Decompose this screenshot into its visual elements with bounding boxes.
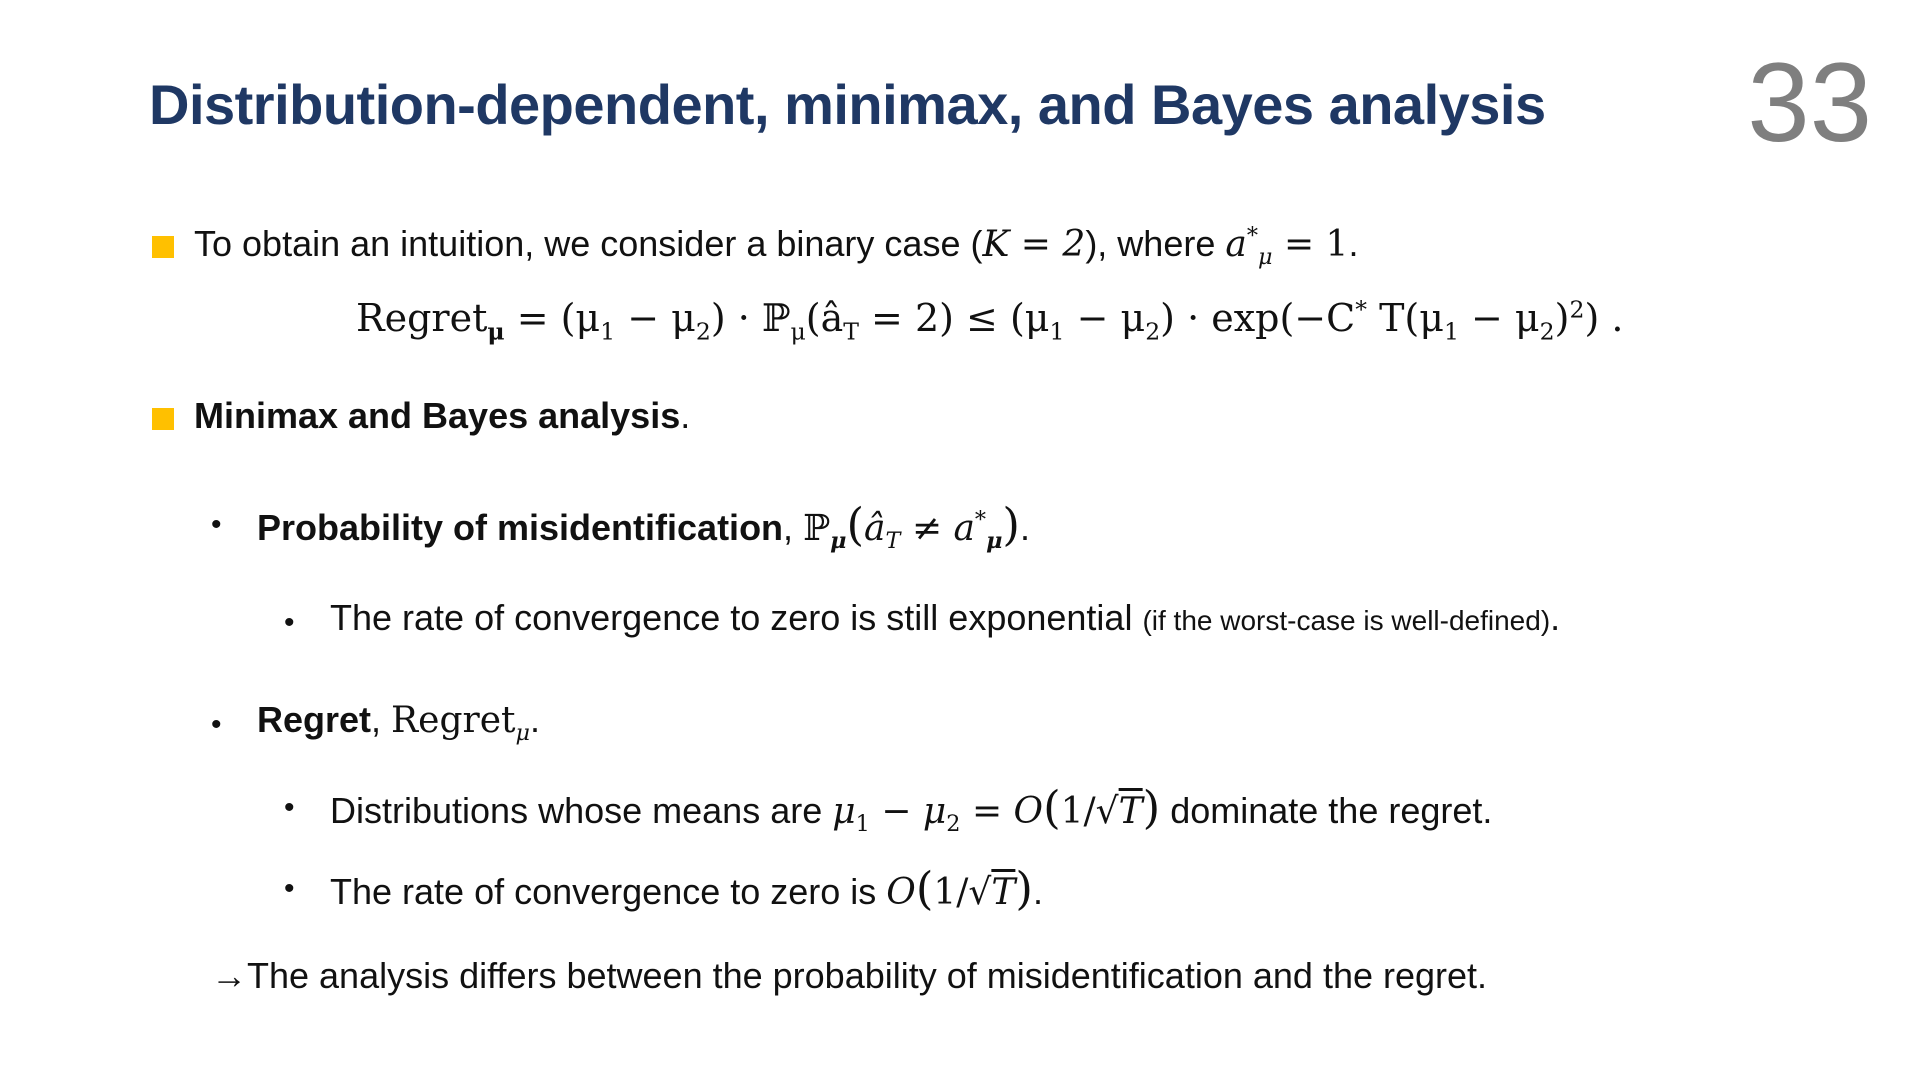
conclusion-text: The analysis differs between the probability of misidentification and the regret.	[247, 955, 1488, 996]
math-sub: 2	[946, 811, 961, 838]
bullet-text: .	[1348, 223, 1359, 264]
eq-sub: 1	[1443, 317, 1459, 346]
math-symbol: (	[846, 498, 865, 551]
eq-sub: T	[843, 317, 859, 346]
eq-text: ) · exp(−C	[1160, 296, 1356, 340]
arrow-icon: →	[211, 955, 247, 996]
sub-bullet-misidentification	[257, 498, 1030, 555]
math-sup: *	[1246, 223, 1258, 249]
math-sub: μ	[515, 720, 530, 747]
eq-text: Regret	[356, 296, 488, 340]
math-sub: μ	[830, 528, 847, 555]
page-number: 33	[1747, 40, 1872, 165]
math-symbol: T	[1118, 791, 1143, 832]
math-symbol: T	[991, 872, 1016, 913]
math-symbol: = 1	[1272, 224, 1349, 265]
eq-sub: 1	[1049, 317, 1065, 346]
math-symbol: μ	[832, 791, 856, 832]
eq-text: − μ	[1458, 296, 1540, 340]
eq-text: (â	[805, 296, 844, 340]
eq-sup: *	[1355, 295, 1367, 324]
sub-bullet-text: .	[530, 699, 541, 740]
math-symbol: )	[1142, 781, 1161, 834]
bullet-binary-case	[194, 222, 1359, 271]
math-symbol: 1/√	[1060, 791, 1119, 832]
math-symbol: )	[1015, 862, 1033, 915]
eq-text: − μ	[615, 296, 696, 340]
math-sub: 1	[855, 811, 870, 838]
math-symbol: â	[864, 508, 886, 549]
bullet-text: .	[680, 395, 691, 436]
subsub-bullet-text: .	[1032, 871, 1043, 912]
subsub-bullet-text: The rate of convergence to zero is	[330, 871, 887, 912]
subsub-bullet-text: .	[1550, 597, 1561, 638]
conclusion-line	[211, 954, 1487, 997]
math-sub: μ	[1257, 244, 1273, 271]
eq-text: − μ	[1064, 296, 1146, 340]
eq-text: ) .	[1584, 296, 1624, 340]
eq-sub: μ	[487, 317, 505, 346]
eq-text: = 2) ≤ (μ	[858, 296, 1050, 340]
eq-text: ) · ℙ	[710, 296, 791, 340]
bullet-text: ), where	[1085, 223, 1226, 264]
math-sub: T	[885, 528, 901, 555]
math-misid-prob	[803, 498, 1020, 555]
math-symbol: O	[886, 872, 916, 913]
eq-sub: 2	[695, 317, 711, 346]
math-symbol: 1/√	[933, 872, 992, 913]
eq-text: )	[1554, 296, 1570, 340]
dot-bullet-icon: •	[211, 708, 222, 741]
math-symbol: (	[915, 862, 934, 915]
subsub-bullet-note: (if the worst-case is well-defined)	[1142, 605, 1551, 636]
math-symbol: − μ	[869, 791, 947, 832]
slide-title: Distribution-dependent, minimax, and Bayes analysis	[149, 73, 1546, 136]
sub-bullet-regret	[257, 698, 541, 747]
math-symbol: ≠ a	[900, 508, 975, 549]
regret-equation	[356, 295, 1624, 346]
subsub-bullet-rate	[330, 862, 1043, 916]
math-symbol: a	[1225, 224, 1247, 265]
eq-sub: 2	[1539, 317, 1555, 346]
math-optimal-arm	[1225, 223, 1349, 271]
sub-bullet-heading: Regret	[257, 699, 372, 740]
eq-sup: 2	[1569, 295, 1585, 324]
sub-bullet-heading: Probability of misidentification	[257, 507, 784, 548]
eq-sub: 2	[1145, 317, 1161, 346]
math-rate	[886, 862, 1033, 915]
eq-text: = (μ	[504, 296, 601, 340]
subsub-bullet-text: dominate the regret.	[1160, 790, 1493, 831]
math-k-equals-2: K = 2	[982, 224, 1086, 265]
subsub-bullet-text: The rate of convergence to zero is still exponential	[330, 597, 1143, 638]
subsub-bullet-text: Distributions whose means are	[330, 790, 833, 831]
math-symbol: (	[1043, 781, 1061, 834]
math-symbol: Regret	[391, 700, 516, 741]
dot-bullet-icon: •	[284, 872, 295, 905]
math-symbol: ℙ	[803, 508, 831, 549]
math-regret	[391, 700, 530, 747]
bullet-minimax-bayes	[194, 394, 690, 437]
dot-bullet-icon: •	[284, 606, 295, 639]
math-symbol: )	[1002, 498, 1020, 551]
bullet-heading: Minimax and Bayes analysis	[194, 395, 681, 436]
dot-bullet-icon: •	[211, 508, 222, 541]
math-symbol: = O	[960, 791, 1044, 832]
math-sub: μ	[986, 528, 1003, 555]
square-bullet-icon	[152, 236, 174, 258]
math-gap	[832, 781, 1161, 838]
math-sup: *	[974, 507, 987, 533]
eq-sub: 1	[600, 317, 616, 346]
bullet-text: To obtain an intuition, we consider a binary case (	[194, 223, 983, 264]
subsub-bullet-exponential	[330, 596, 1560, 639]
eq-sub: μ	[790, 317, 806, 346]
dot-bullet-icon: •	[284, 791, 295, 824]
square-bullet-icon	[152, 408, 174, 430]
eq-text: T(μ	[1367, 296, 1444, 340]
subsub-bullet-dominate	[330, 781, 1493, 838]
sub-bullet-text: ,	[371, 699, 392, 740]
sub-bullet-text: .	[1019, 507, 1030, 548]
sub-bullet-text: ,	[783, 507, 804, 548]
